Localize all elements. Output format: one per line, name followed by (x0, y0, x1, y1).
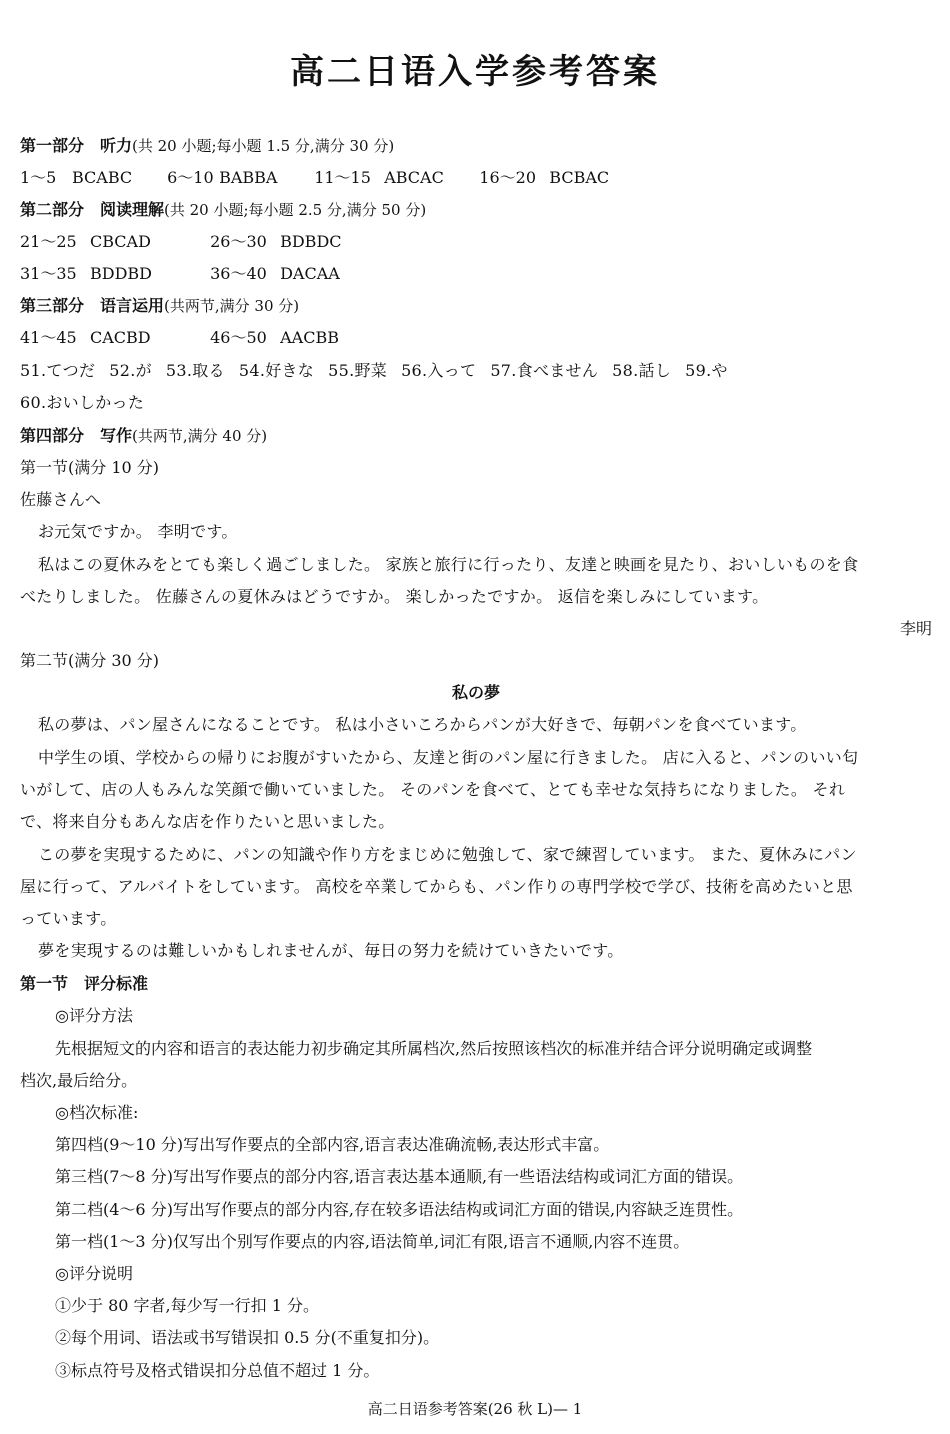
essay-p2-line3: で、将来自分もあんな店を作りたいと思いました。 (20, 812, 395, 831)
part3-desc: (共两节,满分 30 分) (164, 297, 300, 315)
fill-answer: 57.食べません (490, 361, 599, 380)
fill-answer: 54.好きな (238, 361, 315, 380)
answer-value: CACBD (90, 328, 151, 347)
answer-range: 31～35 (20, 264, 77, 283)
part3-fill-answers (20, 361, 932, 381)
answer-value: BDDBD (90, 264, 152, 283)
part2-heading-line (20, 200, 932, 220)
section2-title: 第二节(满分 30 分) (20, 651, 160, 670)
essay-title: 私の夢 (451, 683, 500, 702)
answer-range: 1～5 (20, 168, 57, 187)
letter-para2-line2: べたりしました。 佐藤さんの夏休みはどうですか。 楽しかったですか。 返信を楽しみにしています。 (20, 587, 769, 606)
part2-desc: (共 20 小题;每小题 2.5 分,满分 50 分) (164, 201, 427, 219)
fill-answer: 52.が (109, 361, 152, 380)
part1-desc: (共 20 小题;每小题 1.5 分,满分 30 分) (132, 137, 395, 155)
answer-value: ABCAC (384, 168, 444, 187)
part3-heading-line (20, 296, 932, 316)
answer-value: CBCAD (90, 232, 151, 251)
grading-notes-title: ◎评分说明 (55, 1264, 133, 1283)
answer-range: 26～30 (210, 232, 267, 251)
grading-level2: 第二档(4～6 分)写出写作要点的部分内容,存在较多语法结构或词汇方面的错误,内容缺乏连贯性。 (55, 1200, 744, 1219)
part2-heading: 第二部分 阅读理解 (20, 200, 165, 219)
fill-answer: 51.てつだ (20, 361, 96, 380)
grading-level1: 第一档(1～3 分)仅写出个别写作要点的内容,语法简单,词汇有限,语言不通顺,内容不连贯。 (55, 1232, 690, 1251)
letter-para2-line1: 私はこの夏休みをとても楽しく過ごしました。 家族と旅行に行ったり、友達と映画を見たり、おいしいものを食 (38, 555, 859, 574)
fill-answer: 55.野菜 (328, 361, 388, 380)
page-footer: 高二日语参考答案(26 秋 L)— 1 (367, 1400, 583, 1418)
answer-range: 11～15 (314, 168, 371, 187)
part3-heading: 第三部分 语言运用 (20, 296, 165, 315)
letter-salutation: 佐藤さんへ (20, 490, 102, 509)
essay-p1: 私の夢は、パン屋さんになることです。 私は小さいころからパンが大好きで、毎朝パンを食べています。 (38, 715, 807, 734)
answer-range: 16～20 (479, 168, 537, 187)
answer-range: 36～40 (210, 264, 267, 283)
part2-answers-row1 (20, 232, 932, 252)
grading-heading: 第一节 评分标准 (20, 974, 149, 993)
section1-title: 第一节(满分 10 分) (20, 458, 160, 477)
part3-answers-row1 (20, 328, 932, 348)
answer-range: 21～25 (20, 232, 77, 251)
answer-value: BABBA (219, 168, 278, 187)
answer-range: 46～50 (210, 328, 267, 347)
letter-signature: 李明 (899, 619, 932, 638)
fill-answer-60: 60.おいしかった (20, 393, 145, 412)
fill-answer: 53.取る (165, 361, 225, 380)
fill-answer: 58.話し (612, 361, 672, 380)
grading-note3: ③标点符号及格式错误扣分总值不超过 1 分。 (55, 1361, 380, 1380)
grading-note1: ①少于 80 字者,每少写一行扣 1 分。 (55, 1296, 319, 1315)
grading-level4: 第四档(9～10 分)写出写作要点的全部内容,语言表达准确流畅,表达形式丰富。 (55, 1135, 610, 1154)
letter-para1: お元気ですか。 李明です。 (38, 522, 238, 541)
grading-method-line1: 先根据短文的内容和语言的表达能力初步确定其所属档次,然后按照该档次的标准并结合评分说明确定或调整 (55, 1039, 813, 1058)
grading-method-title: ◎评分方法 (55, 1006, 133, 1025)
essay-p2-line2: いがして、店の人もみんな笑顔で働いていました。 そのパンを食べて、とても幸せな気持ちになりました。 それ (20, 780, 846, 799)
fill-answer: 56.入って (401, 361, 477, 380)
essay-p2-line1: 中学生の頃、学校からの帰りにお腹がすいたから、友達と街のパン屋に行きました。 店に入ると、パンのいい匂 (38, 748, 859, 767)
answer-value: DACAA (280, 264, 340, 283)
answer-value: BDBDC (280, 232, 342, 251)
part4-heading: 第四部分 写作 (20, 426, 133, 445)
part2-answers-row2 (20, 264, 932, 284)
grading-levels-title: ◎档次标准: (55, 1103, 139, 1122)
answer-range: 6～10 (167, 168, 214, 187)
part4-desc: (共两节,满分 40 分) (132, 427, 268, 445)
part4-heading-line (20, 426, 932, 446)
part1-heading: 第一部分 听力 (20, 136, 133, 155)
grading-level3: 第三档(7～8 分)写出写作要点的部分内容,语言表达基本通顺,有一些语法结构或词汇方面的错误。 (55, 1167, 744, 1186)
page-title: 高二日语入学参考答案 (290, 52, 660, 92)
essay-p4: 夢を実現するのは難しいかもしれませんが、毎日の努力を続けていきたいです。 (38, 941, 624, 960)
fill-answer: 59.や (685, 361, 728, 380)
answer-value: AACBB (280, 328, 339, 347)
grading-method-line2: 档次,最后给分。 (20, 1071, 138, 1090)
answer-value: BCBAC (549, 168, 610, 187)
essay-p3-line1: この夢を実現するために、パンの知識や作り方をまじめに勉強して、家で練習しています。 また、夏休みにパン (38, 845, 857, 864)
part1-answers (20, 168, 932, 188)
answer-value: BCABC (72, 168, 133, 187)
essay-p3-line3: っています。 (20, 909, 117, 928)
essay-p3-line2: 屋に行って、アルバイトをしています。 高校を卒業してからも、パン作りの専門学校で学び、技術を高めたいと思 (20, 877, 853, 896)
answer-range: 41～45 (20, 328, 77, 347)
grading-note2: ②每个用词、语法或书写错误扣 0.5 分(不重复扣分)。 (55, 1328, 440, 1347)
part1-heading-line (20, 136, 932, 156)
